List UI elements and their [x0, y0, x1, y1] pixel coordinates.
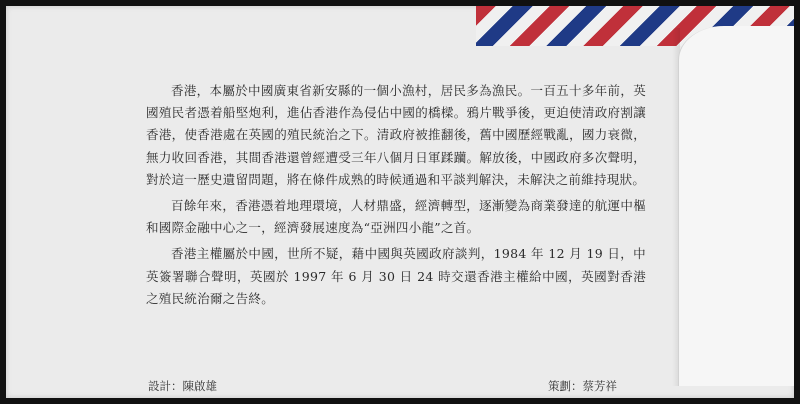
- envelope-back: [6, 6, 794, 398]
- paragraph-history: 香港，本屬於中國廣東省新安縣的一個小漁村，居民多為漁民。一百五十多年前，英國殖民者憑着船堅炮利，進佔香港作為侵佔中國的橋樑。鴉片戰爭後，更迫使清政府割讓香港，使香港處在英國的殖民統治之下。清政府被推翻後，舊中國歷經戰亂，國力衰微，無力收回香港，其間香港還曾經遭受三年八個月日軍蹂躪。解放後，中國政府多次聲明，對於這一歷史遺留問題，將在條件成熟的時候通過和平談判解決，未解決之前維持現狀。: [146, 83, 646, 187]
- history-text: [146, 80, 646, 314]
- paragraph-development: 百餘年來，香港憑着地理環境，人材鼎盛，經濟轉型，逐漸變為商業發達的航運中樞和國際金融中心之一，經濟發展速度為“亞洲四小龍”之首。: [146, 198, 646, 236]
- design-credit: 設計：陳啟雄: [148, 379, 217, 393]
- planner-credit: 策劃：蔡芳祥: [548, 379, 617, 393]
- envelope-flap: [678, 26, 794, 386]
- paragraph-sovereignty: 香港主權屬於中國，世所不疑，藉中國與英國政府談判，1984 年 12 月 19 日，中英簽署聯合聲明，英國於 1997 年 6 月 30 日 24 時交還香港主權給中國，英國對香港之殖民統治爾之告終。: [146, 246, 646, 306]
